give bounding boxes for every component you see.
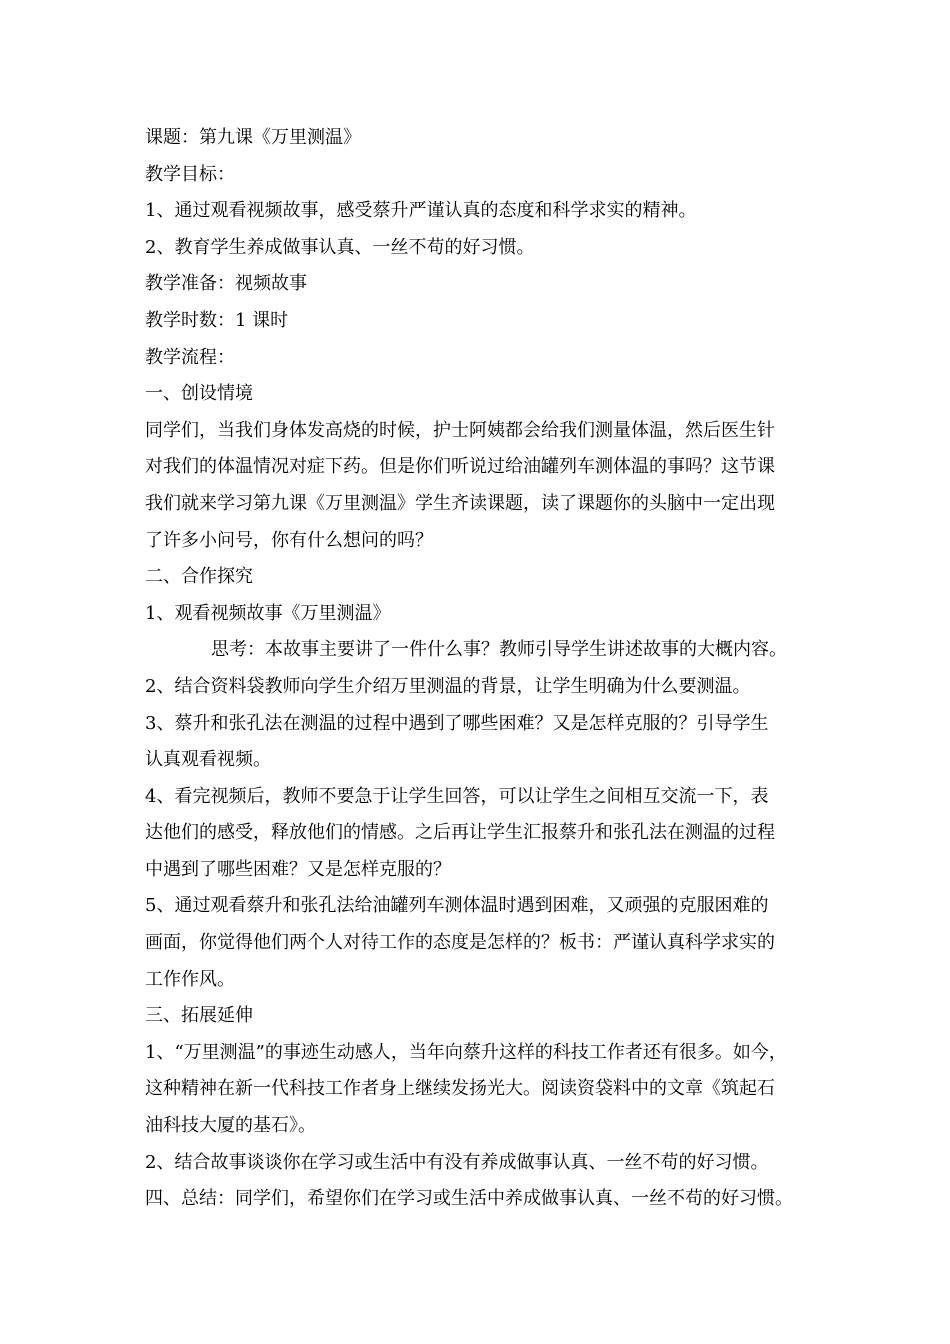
section-1-line-2: 对我们的体温情况对症下药。但是你们听说过给油罐列车测体温的事吗？这节课 [145, 456, 775, 478]
section-3-item-1-line-2: 这种精神在新一代科技工作者身上继续发扬光大。阅读资袋料中的文章《筑起石 [145, 1078, 775, 1100]
section-4-summary: 四、总结：同学们，希望你们在学习或生活中养成做事认真、一丝不苟的好习惯。 [145, 1188, 793, 1210]
document-body [145, 120, 807, 1218]
process-heading: 教学流程： [145, 346, 235, 368]
section-3-heading: 三、拓展延伸 [145, 1005, 253, 1027]
section-3-item-1-line-3: 油科技大厦的基石》。 [145, 1115, 316, 1137]
section-1-line-3: 我们就来学习第九课《万里测温》学生齐读课题，读了课题你的头脑中一定出现 [145, 492, 775, 514]
section-2-item-4-line-2: 达他们的感受，释放他们的情感。之后再让学生汇报蔡升和张孔法在测温的过程 [145, 822, 775, 844]
goal-heading: 教学目标： [145, 163, 235, 185]
section-2-item-3-line-2: 认真观看视频。 [145, 749, 271, 771]
section-3-item-2: 2、结合故事谈谈你在学习或生活中有没有养成做事认真、一丝不苟的好习惯。 [145, 1151, 769, 1173]
section-2-think: 思考：本故事主要讲了一件什么事？教师引导学生讲述故事的大概内容。 [211, 639, 787, 661]
section-1-line-4: 了许多小问号，你有什么想问的吗？ [145, 529, 433, 551]
section-1-line-1: 同学们，当我们身体发高烧的时候，护士阿姨都会给我们测量体温，然后医生针 [145, 419, 775, 441]
section-2-item-4-line-1: 4、看完视频后，教师不要急于让学生回答，可以让学生之间相互交流一下，表 [145, 785, 769, 807]
section-2-heading: 二、合作探究 [145, 566, 253, 588]
section-2-item-5-line-3: 工作作风。 [145, 968, 235, 990]
section-2-item-5-line-1: 5、通过观看蔡升和张孔法给油罐列车测体温时遇到困难，又顽强的克服困难的 [145, 895, 769, 917]
preparation: 教学准备：视频故事 [145, 273, 307, 295]
section-2-item-4-line-3: 中遇到了哪些困难？又是怎样克服的？ [145, 858, 451, 880]
lesson-title: 课题：第九课《万里测温》 [145, 127, 361, 148]
section-2-item-1: 1、观看视频故事《万里测温》 [145, 602, 391, 624]
section-2-item-2: 2、结合资料袋教师向学生介绍万里测温的背景，让学生明确为什么要测温。 [145, 675, 751, 697]
section-1-heading: 一、创设情境 [145, 383, 253, 405]
goal-item-1: 1、通过观看视频故事，感受蔡升严谨认真的态度和科学求实的精神。 [145, 200, 697, 222]
section-3-item-1-line-1: 1、“万里测温”的事迹生动感人，当年向蔡升这样的科技工作者还有很多。如今， [145, 1041, 787, 1063]
section-2-item-5-line-2: 画面，你觉得他们两个人对待工作的态度是怎样的？板书：严谨认真科学求实的 [145, 932, 775, 954]
goal-item-2: 2、教育学生养成做事认真、一丝不苟的好习惯。 [145, 236, 535, 258]
section-2-item-3-line-1: 3、蔡升和张孔法在测温的过程中遇到了哪些困难？又是怎样克服的？引导学生 [145, 712, 769, 734]
lesson-hours: 教学时数：1 课时 [145, 309, 289, 331]
